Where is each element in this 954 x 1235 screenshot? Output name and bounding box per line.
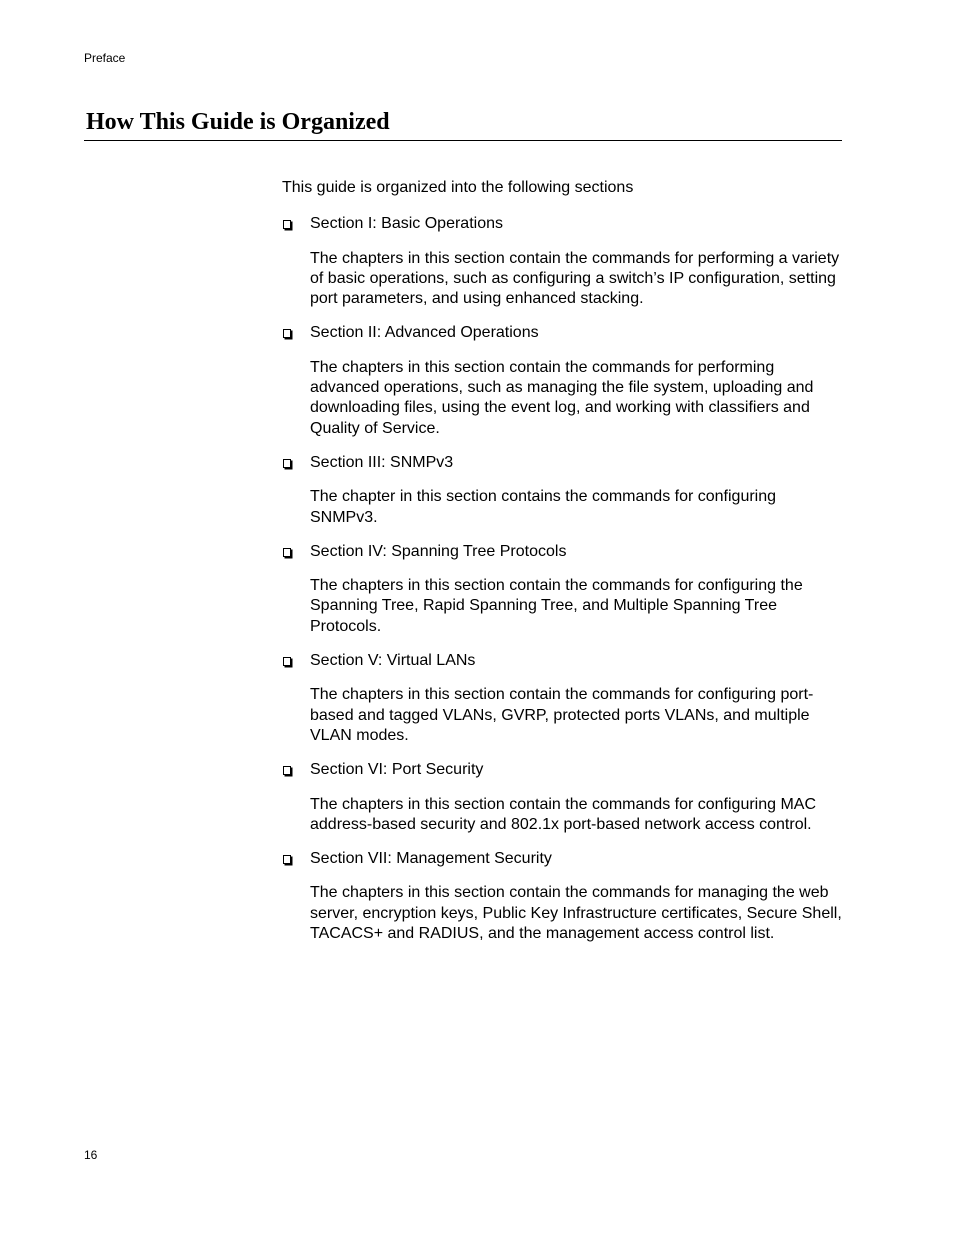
list-item-section-1 (282, 214, 844, 309)
section-heading: Section III: SNMPv3 (310, 453, 454, 471)
section-heading: Section VI: Port Security (310, 761, 484, 779)
list-item-section-7 (282, 849, 844, 944)
section-description: The chapters in this section contain the commands for performing a variety of basic operations, such as configuring a switch’s IP configuration, setting port parameters, and using enhanced stacking. (310, 249, 840, 308)
list-item-section-6 (282, 760, 844, 835)
list-item-section-3 (282, 453, 844, 528)
running-header: Preface (84, 51, 126, 65)
checkbox-bullet-icon (283, 459, 291, 468)
section-heading: Section V: Virtual LANs (310, 652, 476, 670)
section-heading: Section I: Basic Operations (310, 215, 503, 233)
intro-text: This guide is organized into the following sections (282, 179, 634, 196)
checkbox-bullet-icon (283, 855, 291, 864)
list-item-section-5 (282, 651, 844, 746)
content-body (282, 178, 844, 958)
checkbox-bullet-icon (283, 766, 291, 775)
section-description: The chapters in this section contain the commands for configuring the Spanning Tree, Rapid Spanning Tree, and Multiple Spanning Tree Protocols. (310, 577, 803, 635)
list-item-section-4 (282, 542, 844, 637)
list-item-section-2 (282, 323, 844, 438)
title-rule (84, 140, 842, 141)
section-description: The chapters in this section contain the commands for managing the web server, encryption keys, Public Key Infrastructure certificates, Secure Shell, TACACS+ and RADIUS, and the management access control list. (310, 884, 842, 943)
page-number: 16 (84, 1148, 98, 1162)
section-heading: Section VII: Management Security (310, 850, 552, 868)
section-description: The chapters in this section contain the commands for configuring MAC address-based security and 802.1x port-based network access control. (310, 795, 817, 833)
section-description: The chapters in this section contain the commands for performing advanced operations, such as managing the file system, uploading and downloading files, using the event log, and working with classifiers and Quality of Service. (310, 358, 814, 437)
checkbox-bullet-icon (283, 548, 291, 557)
section-heading: Section IV: Spanning Tree Protocols (310, 542, 567, 560)
section-heading: Section II: Advanced Operations (310, 324, 539, 342)
checkbox-bullet-icon (283, 220, 291, 229)
checkbox-bullet-icon (283, 329, 291, 338)
section-description: The chapter in this section contains the commands for configuring SNMPv3. (310, 488, 777, 526)
page-title: How This Guide is Organized (86, 109, 390, 135)
section-description: The chapters in this section contain the commands for configuring port-based and tagged VLANs, GVRP, protected ports VLANs, and multiple VLAN modes. (310, 686, 814, 744)
checkbox-bullet-icon (283, 657, 291, 666)
